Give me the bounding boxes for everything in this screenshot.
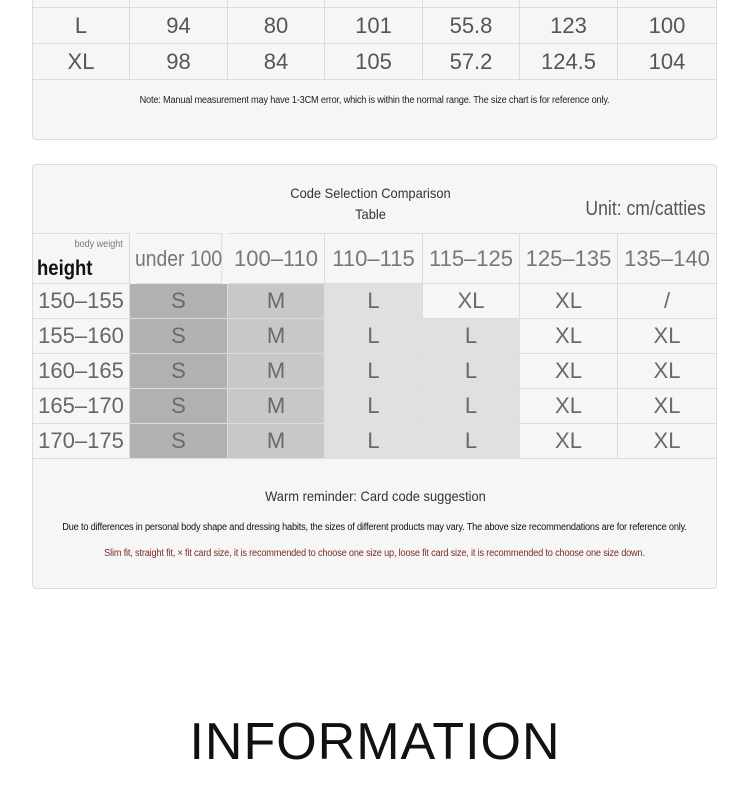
- size-table-cell: 100: [618, 8, 716, 44]
- size-recommendation-cell: L: [423, 389, 520, 424]
- size-table-cell: 80: [228, 8, 325, 44]
- reminder-note-reference: Due to differences in personal body shape and dressing habits, the sizes of different products may vary. The above size recommendations are for reference only.: [62, 522, 687, 533]
- size-table: [33, 0, 718, 80]
- size-table-top-edge: [130, 0, 228, 8]
- table-corner-header: [33, 233, 130, 284]
- size-recommendation-cell: L: [423, 319, 520, 354]
- size-table-cell: 57.2: [423, 44, 520, 80]
- information-heading: INFORMATION: [189, 713, 561, 771]
- size-recommendation-cell: XL: [618, 354, 716, 389]
- size-recommendation-cell: XL: [520, 284, 618, 319]
- weight-column-header: 115–125: [423, 233, 520, 284]
- weight-column-header: 125–135: [520, 233, 618, 284]
- size-recommendation-cell: XL: [618, 389, 716, 424]
- size-recommendation-cell: L: [423, 354, 520, 389]
- size-recommendation-cell: XL: [520, 354, 618, 389]
- size-recommendation-cell: L: [325, 424, 423, 459]
- size-table-cell: 123: [520, 8, 618, 44]
- size-recommendation-cell: S: [130, 354, 228, 389]
- selection-table-title-line2: Table: [355, 206, 386, 222]
- size-recommendation-cell: XL: [618, 319, 716, 354]
- size-recommendation-cell: S: [130, 319, 228, 354]
- size-recommendation-cell: S: [130, 389, 228, 424]
- unit-label: Unit: cm/catties: [585, 198, 706, 220]
- weight-column-header: 110–115: [325, 233, 423, 284]
- size-table-cell: 84: [228, 44, 325, 80]
- height-row-label: 155–160: [33, 319, 130, 354]
- size-recommendation-cell: M: [228, 284, 325, 319]
- height-row-label: 150–155: [33, 284, 130, 319]
- size-table-cell: 105: [325, 44, 423, 80]
- size-table-cell: 124.5: [520, 44, 618, 80]
- size-recommendation-cell: M: [228, 319, 325, 354]
- corner-weight-label: body weight: [74, 239, 123, 250]
- size-table-top-edge: [520, 0, 618, 8]
- weight-column-header: 135–140: [618, 233, 716, 284]
- measurement-note: Note: Manual measurement may have 1-3CM error, which is within the normal range. The size chart is for reference only.: [139, 95, 610, 106]
- size-recommendation-cell: /: [618, 284, 716, 319]
- size-recommendation-cell: M: [228, 424, 325, 459]
- size-table-cell: 94: [130, 8, 228, 44]
- selection-table-title-line1: Code Selection Comparison: [290, 185, 451, 201]
- height-row-label: 165–170: [33, 389, 130, 424]
- size-recommendation-cell: L: [325, 354, 423, 389]
- reminder-note-fit-advice: Slim fit, straight fit, × fit card size, it is recommended to choose one size up, loose fit card size, it is recommended to choose one size down.: [104, 548, 645, 559]
- size-table-cell: 101: [325, 8, 423, 44]
- size-table-cell: 98: [130, 44, 228, 80]
- reminder-title: Warm reminder: Card code suggestion: [265, 488, 486, 504]
- size-recommendation-cell: L: [423, 424, 520, 459]
- size-table-cell: L: [33, 8, 130, 44]
- size-table-top-edge: [423, 0, 520, 8]
- size-table-cell: XL: [33, 44, 130, 80]
- size-table-top-edge: [325, 0, 423, 8]
- selection-table: [33, 233, 718, 459]
- size-recommendation-cell: S: [130, 284, 228, 319]
- size-recommendation-cell: XL: [423, 284, 520, 319]
- size-table-cell: 55.8: [423, 8, 520, 44]
- size-table-card: [32, 0, 717, 140]
- size-recommendation-cell: L: [325, 319, 423, 354]
- size-selection-card: [32, 164, 717, 589]
- size-recommendation-cell: S: [130, 424, 228, 459]
- size-table-top-edge: [33, 0, 130, 8]
- height-row-label: 160–165: [33, 354, 130, 389]
- weight-column-header: 100–110: [228, 233, 325, 284]
- size-recommendation-cell: L: [325, 389, 423, 424]
- size-table-top-edge: [228, 0, 325, 8]
- size-recommendation-cell: L: [325, 284, 423, 319]
- corner-height-label: height: [37, 257, 93, 280]
- size-recommendation-cell: XL: [618, 424, 716, 459]
- size-recommendation-cell: XL: [520, 319, 618, 354]
- size-table-cell: 104: [618, 44, 716, 80]
- size-table-top-edge: [618, 0, 716, 8]
- size-recommendation-cell: XL: [520, 424, 618, 459]
- size-recommendation-cell: XL: [520, 389, 618, 424]
- size-recommendation-cell: M: [228, 354, 325, 389]
- size-recommendation-cell: M: [228, 389, 325, 424]
- weight-column-header: under 100: [136, 233, 222, 284]
- height-row-label: 170–175: [33, 424, 130, 459]
